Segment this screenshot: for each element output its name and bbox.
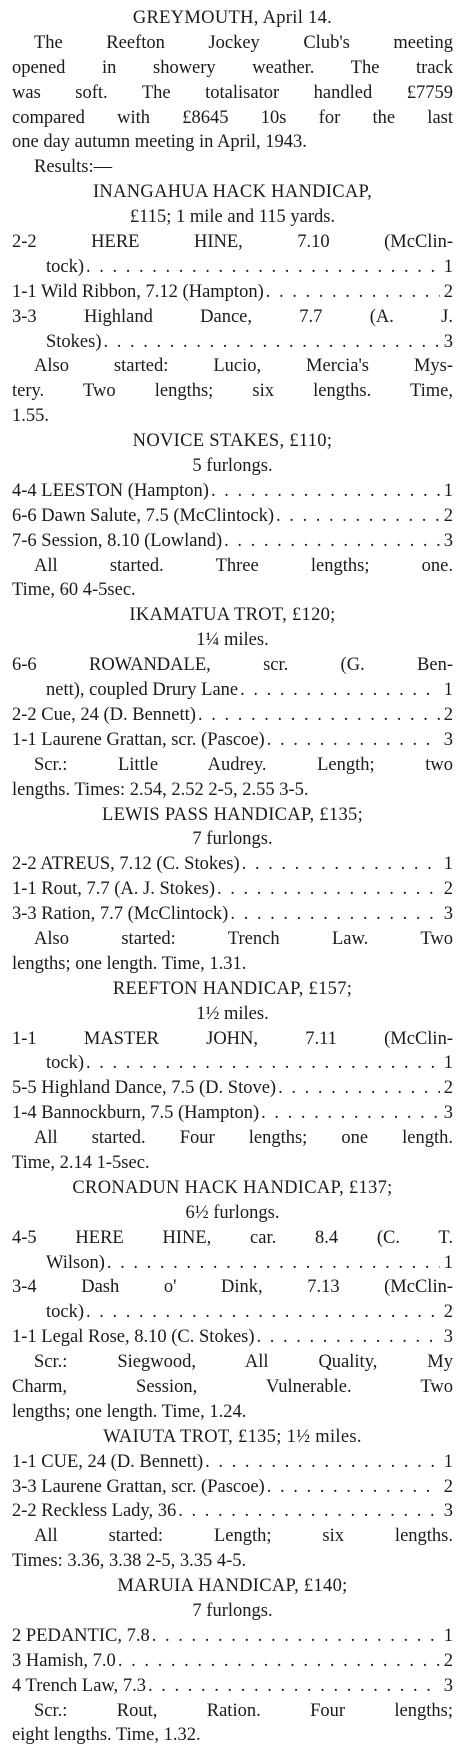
entry-text: tock) bbox=[46, 1053, 85, 1074]
race-section bbox=[12, 1425, 453, 1574]
entry-line bbox=[12, 1300, 453, 1325]
dot-leader bbox=[274, 504, 440, 529]
entry-line: 3-4 Dash o' Dink, 7.13 (McClin- bbox=[12, 1277, 453, 1298]
entry-line: 6-6 ROWANDALE, scr. (G. Ben- bbox=[12, 655, 453, 676]
race-note: Charm, Session, Vulnerable. Two bbox=[12, 1376, 453, 1397]
entry-text: 5-5 Highland Dance, 7.5 (D. Stove) bbox=[12, 1078, 277, 1099]
placing: 3 bbox=[443, 904, 453, 925]
race-section bbox=[12, 1574, 453, 1748]
placing: 1 bbox=[443, 256, 453, 277]
entry-line bbox=[12, 703, 453, 728]
entry-text: 1-1 CUE, 24 (D. Bennett) bbox=[12, 1451, 204, 1472]
race-title: INANGAHUA HACK HANDICAP, bbox=[92, 182, 373, 203]
entry-line: 2-2 HERE HINE, 7.10 (McClin- bbox=[12, 232, 453, 253]
entry-text: 2-2 Cue, 24 (D. Bennett) bbox=[12, 704, 196, 725]
race-note: eight lengths. Time, 1.32. bbox=[12, 1725, 201, 1746]
intro-line: The Reefton Jockey Club's meeting bbox=[34, 32, 453, 53]
race-section bbox=[12, 803, 453, 977]
placing: 1 bbox=[443, 1625, 453, 1646]
entry-line bbox=[12, 1450, 453, 1475]
race-section bbox=[12, 977, 453, 1176]
entry-text: 2-2 Reckless Lady, 36 bbox=[12, 1501, 177, 1522]
dot-leader bbox=[228, 902, 439, 927]
entry-line bbox=[12, 529, 453, 554]
race-title: NOVICE STAKES, £110; bbox=[132, 431, 333, 452]
race-subtitle: 5 furlongs. bbox=[192, 456, 273, 477]
placing: 3 bbox=[443, 331, 453, 352]
race-note: Times: 3.36, 3.38 2-5, 3.35 4-5. bbox=[12, 1551, 247, 1572]
entry-line bbox=[12, 1325, 453, 1350]
entry-text: 7-6 Session, 8.10 (Lowland) bbox=[12, 530, 223, 551]
intro-line: was soft. The totalisator handled £7759 bbox=[12, 82, 453, 103]
placing: 2 bbox=[443, 704, 453, 725]
race-note: lengths. Times: 2.54, 2.52 2-5, 2.55 3-5. bbox=[12, 779, 309, 800]
entry-text: nett), coupled Drury Lane bbox=[46, 680, 239, 701]
entry-text: 3 Hamish, 7.0 bbox=[12, 1650, 116, 1671]
race-subtitle: 1¼ miles. bbox=[196, 630, 269, 651]
entry-text: Wilson) bbox=[46, 1252, 105, 1273]
dot-leader bbox=[102, 330, 440, 355]
race-title: REEFTON HANDICAP, £157; bbox=[112, 978, 353, 999]
dot-leader bbox=[196, 703, 440, 728]
placing: 2 bbox=[443, 1302, 453, 1323]
placing: 2 bbox=[443, 281, 453, 302]
dot-leader bbox=[222, 529, 440, 554]
placing: 3 bbox=[443, 1327, 453, 1348]
dot-leader bbox=[84, 255, 440, 280]
results-label: Results:— bbox=[34, 157, 113, 178]
race-note: 1.55. bbox=[12, 406, 49, 427]
dot-leader bbox=[238, 678, 440, 703]
entry-text: Stokes) bbox=[46, 331, 102, 352]
entry-line bbox=[12, 1624, 453, 1649]
entry-line bbox=[12, 1499, 453, 1524]
race-section bbox=[12, 1176, 453, 1425]
entry-text: 4-4 LEESTON (Hampton) bbox=[12, 480, 209, 501]
race-note: Scr.: Little Audrey. Length; two bbox=[34, 754, 453, 775]
placing: 2 bbox=[443, 1476, 453, 1497]
race-subtitle: £115; 1 mile and 115 yards. bbox=[129, 207, 336, 228]
race-title: MARUIA HANDICAP, £140; bbox=[117, 1576, 348, 1597]
dot-leader bbox=[215, 877, 440, 902]
entry-line bbox=[12, 1076, 453, 1101]
placing: 2 bbox=[443, 505, 453, 526]
dot-leader bbox=[84, 1051, 440, 1076]
intro-line: opened in showery weather. The track bbox=[12, 57, 453, 78]
race-note: Also started: Lucio, Mercia's Mys- bbox=[34, 356, 453, 377]
entry-text: 1-1 Rout, 7.7 (A. J. Stokes) bbox=[12, 879, 215, 900]
entry-line bbox=[12, 1674, 453, 1699]
race-note: All started: Length; six lengths. bbox=[34, 1526, 453, 1547]
entry-text: 6-6 Dawn Salute, 7.5 (McClintock) bbox=[12, 505, 275, 526]
entry-line bbox=[12, 1475, 453, 1500]
dot-leader bbox=[150, 1624, 440, 1649]
dot-leader bbox=[264, 280, 440, 305]
dot-leader bbox=[116, 1649, 440, 1674]
entry-text: 3-3 Laurene Grattan, scr. (Pascoe) bbox=[12, 1476, 265, 1497]
race-note: All started. Four lengths; one length. bbox=[34, 1128, 453, 1149]
entry-line bbox=[12, 678, 453, 703]
race-results bbox=[12, 180, 453, 1748]
entry-line bbox=[12, 504, 453, 529]
entry-text: 1-1 Wild Ribbon, 7.12 (Hampton) bbox=[12, 281, 264, 302]
race-title: WAIUTA TROT, £135; 1½ miles. bbox=[103, 1426, 362, 1447]
race-title: CRONADUN HACK HANDICAP, £137; bbox=[72, 1177, 393, 1198]
placing: 3 bbox=[443, 729, 453, 750]
race-section bbox=[12, 180, 453, 429]
entry-text: 1-1 Laurene Grattan, scr. (Pascoe) bbox=[12, 729, 265, 750]
entry-line bbox=[12, 852, 453, 877]
entry-line: 4-5 HERE HINE, car. 8.4 (C. T. bbox=[12, 1227, 453, 1248]
entry-line bbox=[12, 728, 453, 753]
entry-line bbox=[12, 479, 453, 504]
dot-leader bbox=[105, 1251, 440, 1276]
placing: 3 bbox=[443, 530, 453, 551]
race-title: LEWIS PASS HANDICAP, £135; bbox=[101, 804, 364, 825]
race-note: lengths; one length. Time, 1.24. bbox=[12, 1401, 247, 1422]
entry-text: 2-2 ATREUS, 7.12 (C. Stokes) bbox=[12, 854, 240, 875]
placing: 1 bbox=[443, 680, 453, 701]
entry-line bbox=[12, 255, 453, 280]
entry-line: 3-3 Highland Dance, 7.7 (A. J. bbox=[12, 306, 453, 327]
dot-leader bbox=[259, 1101, 440, 1126]
race-subtitle: 6½ furlongs. bbox=[185, 1202, 280, 1223]
dot-leader bbox=[203, 1450, 440, 1475]
placing: 1 bbox=[443, 1053, 453, 1074]
entry-text: 3-3 Ration, 7.7 (McClintock) bbox=[12, 904, 229, 925]
race-note: All started. Three lengths; one. bbox=[34, 555, 453, 576]
race-note: Scr.: Rout, Ration. Four lengths; bbox=[34, 1700, 453, 1721]
intro-line: one day autumn meeting in April, 1943. bbox=[12, 132, 307, 153]
entry-text: tock) bbox=[46, 1302, 85, 1323]
race-note: Also started: Trench Law. Two bbox=[34, 928, 453, 949]
placing: 3 bbox=[443, 1103, 453, 1124]
dot-leader bbox=[276, 1076, 440, 1101]
race-subtitle: 1½ miles. bbox=[196, 1003, 269, 1024]
race-subtitle: 7 furlongs. bbox=[192, 829, 273, 850]
race-note: lengths; one length. Time, 1.31. bbox=[12, 953, 247, 974]
race-title: IKAMATUA TROT, £120; bbox=[129, 605, 336, 626]
entry-line bbox=[12, 280, 453, 305]
entry-line bbox=[12, 1051, 453, 1076]
placing: 1 bbox=[443, 1252, 453, 1273]
entry-text: 1-4 Bannockburn, 7.5 (Hampton) bbox=[12, 1103, 260, 1124]
race-note: Time, 2.14 1-5sec. bbox=[12, 1152, 150, 1173]
entry-text: tock) bbox=[46, 256, 85, 277]
race-note: Scr.: Siegwood, All Quality, My bbox=[34, 1352, 453, 1373]
intro-line: compared with £8645 10s for the last bbox=[12, 107, 453, 128]
race-section bbox=[12, 603, 453, 802]
dot-leader bbox=[265, 728, 440, 753]
placing: 3 bbox=[443, 1675, 453, 1696]
placing: 1 bbox=[443, 480, 453, 501]
placing: 2 bbox=[443, 879, 453, 900]
dot-leader bbox=[240, 852, 440, 877]
placing: 2 bbox=[443, 1650, 453, 1671]
dot-leader bbox=[265, 1475, 440, 1500]
dot-leader bbox=[84, 1300, 440, 1325]
placing: 2 bbox=[443, 1078, 453, 1099]
race-note: tery. Two lengths; six lengths. Time, bbox=[12, 381, 453, 402]
dot-leader bbox=[209, 479, 440, 504]
dot-leader bbox=[255, 1325, 440, 1350]
race-subtitle: 7 furlongs. bbox=[192, 1601, 273, 1621]
dot-leader bbox=[176, 1499, 440, 1524]
dot-leader bbox=[146, 1674, 440, 1699]
race-note: Time, 60 4-5sec. bbox=[12, 580, 136, 601]
entry-line: 1-1 MASTER JOHN, 7.11 (McClin- bbox=[12, 1028, 453, 1049]
entry-text: 1-1 Legal Rose, 8.10 (C. Stokes) bbox=[12, 1327, 255, 1348]
entry-line bbox=[12, 1251, 453, 1276]
entry-line bbox=[12, 1101, 453, 1126]
entry-line bbox=[12, 902, 453, 927]
entry-line bbox=[12, 330, 453, 355]
placing: 3 bbox=[443, 1501, 453, 1522]
entry-line bbox=[12, 877, 453, 902]
entry-text: 2 PEDANTIC, 7.8 bbox=[12, 1625, 150, 1646]
race-section bbox=[12, 429, 453, 603]
dateline: GREYMOUTH, April 14. bbox=[132, 8, 333, 28]
placing: 1 bbox=[443, 854, 453, 875]
placing: 1 bbox=[443, 1451, 453, 1472]
entry-text: 4 Trench Law, 7.3 bbox=[12, 1675, 146, 1696]
entry-line bbox=[12, 1649, 453, 1674]
